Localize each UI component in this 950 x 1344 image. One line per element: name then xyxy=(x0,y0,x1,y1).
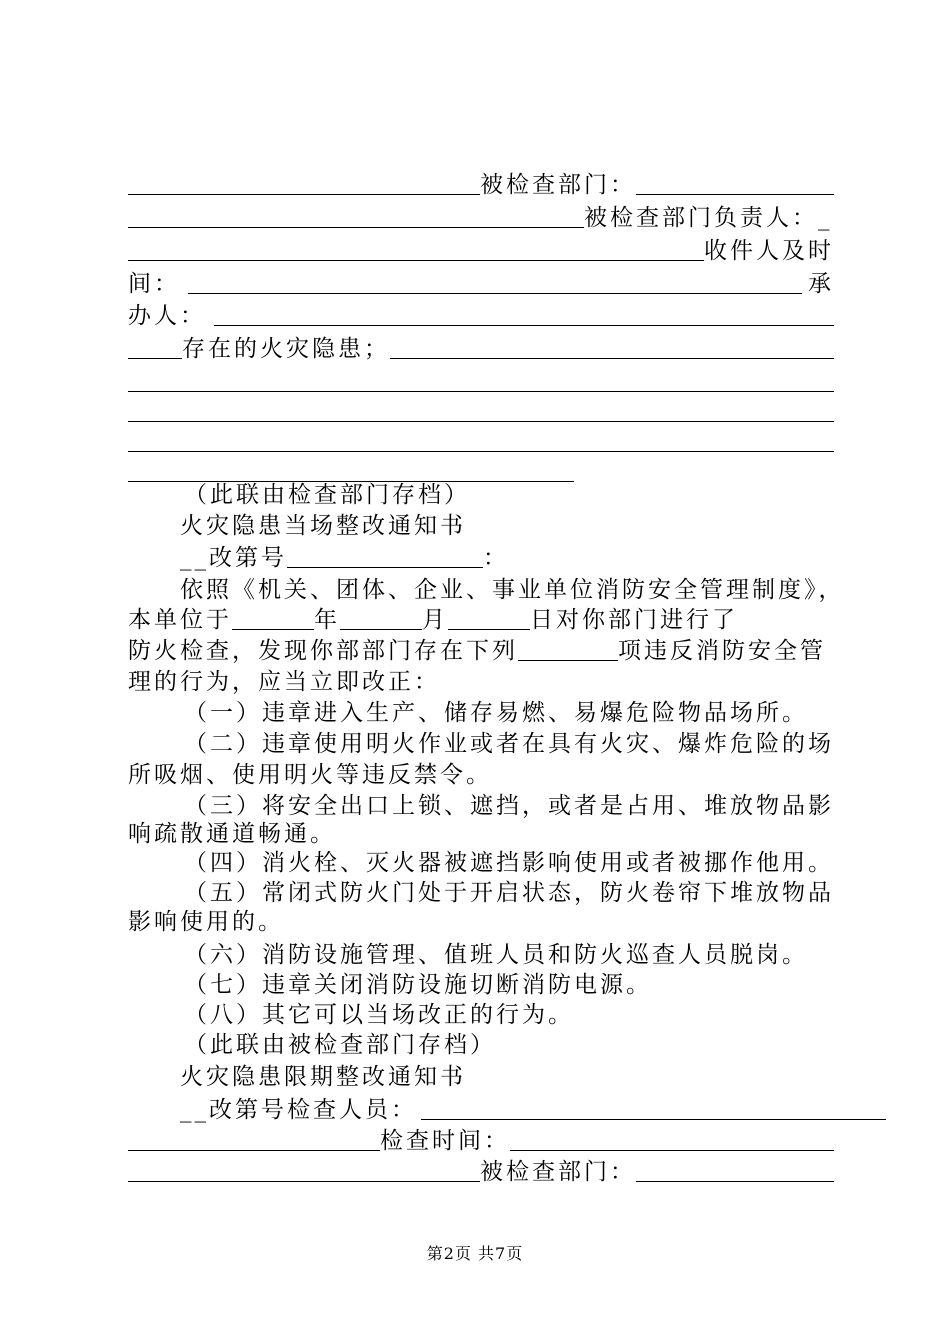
inspected-dept-line-2 xyxy=(128,1155,834,1189)
archive-note-2 xyxy=(128,1028,890,1062)
receiver-label: 收件人及时 xyxy=(704,238,834,264)
blank-line xyxy=(128,395,834,429)
inspected-dept-line xyxy=(128,168,834,202)
inspect-time-label: 检查时间： xyxy=(380,1128,510,1154)
notice1-body-line-2 xyxy=(128,603,834,637)
blank-field xyxy=(128,1181,480,1182)
number-suffix: ： xyxy=(483,545,509,571)
list-item-text: （六）消防设施管理、值班人员和防火巡查人员脱岗。 xyxy=(184,942,808,968)
list-item-text: （八）其它可以当场改正的行为。 xyxy=(184,1002,574,1028)
inspector-line xyxy=(128,1093,886,1127)
archive-note-1 xyxy=(128,478,890,512)
list-item-text: 影响使用的。 xyxy=(128,909,284,935)
list-item-text: （二）违章使用明火作业或者在具有火灾、爆炸危险的场 xyxy=(184,731,834,757)
blank-field xyxy=(232,629,314,630)
blank-field xyxy=(510,1150,834,1151)
blank-field xyxy=(421,1119,886,1120)
list-item-cont xyxy=(128,758,834,792)
notice1-body-line-4 xyxy=(128,665,834,699)
notice1-title-text: 火灾隐患当场整改通知书 xyxy=(180,513,466,539)
body-text: 依照《机关、团体、企业、事业单位消防安全管理制度》， xyxy=(180,577,845,603)
blank-field xyxy=(128,451,834,452)
body-text: 理的行为，应当立即改正： xyxy=(128,669,440,695)
blank-field xyxy=(636,1181,834,1182)
body-text: 年 xyxy=(314,607,340,633)
hazard-line xyxy=(128,332,834,366)
blank-field xyxy=(340,629,422,630)
list-item xyxy=(128,968,890,1002)
notice1-body-line-1 xyxy=(128,573,886,607)
receiver-line xyxy=(128,234,834,268)
list-item xyxy=(128,846,890,880)
inspected-dept-label: 被检查部门： xyxy=(480,172,636,198)
blank-field xyxy=(448,629,530,630)
notice1-title xyxy=(128,509,886,543)
hazard-label: 存在的火灾隐患； xyxy=(182,336,390,362)
number-prefix: __改第号 xyxy=(180,545,287,571)
list-item xyxy=(128,727,890,761)
blank-field xyxy=(636,194,834,195)
time-handler-line xyxy=(128,267,834,301)
blank-field xyxy=(128,227,584,228)
blank-field xyxy=(188,293,802,294)
notice2-title xyxy=(128,1060,886,1094)
body-text: 防火检查，发现你部部门存在下列 xyxy=(128,638,518,664)
blank-field xyxy=(128,421,834,422)
inspect-time-line xyxy=(128,1124,834,1158)
blank-field xyxy=(128,260,704,261)
list-item-text: 响疏散通道畅通。 xyxy=(128,821,336,847)
blank-field xyxy=(214,325,834,326)
inspected-dept-label: 被检查部门： xyxy=(480,1159,636,1185)
blank-field xyxy=(390,358,834,359)
handler-line xyxy=(128,299,834,333)
body-text: 本单位于 xyxy=(128,607,232,633)
list-item-text: （七）违章关闭消防设施切断消防电源。 xyxy=(184,972,652,998)
archive-note-text: （此联由检查部门存档） xyxy=(184,482,470,508)
blank-field xyxy=(518,660,618,661)
list-item-cont xyxy=(128,905,834,939)
body-text: 日对你部门进行了 xyxy=(530,607,738,633)
list-item-text: （三）将安全出口上锁、遮挡，或者是占用、堆放物品影 xyxy=(184,793,834,819)
body-text: 月 xyxy=(422,607,448,633)
handler-label-start: 承 xyxy=(808,271,834,297)
blank-field xyxy=(128,194,480,195)
list-item xyxy=(128,696,890,730)
body-text: 项违反消防安全管 xyxy=(618,638,826,664)
page-footer xyxy=(0,1241,950,1264)
handler-label: 办人： xyxy=(128,303,206,329)
blank-line xyxy=(128,365,834,399)
list-item-text: （四）消火栓、灭火器被遮挡影响使用或者被挪作他用。 xyxy=(184,850,834,876)
dept-head-line xyxy=(128,201,834,235)
dept-head-label: 被检查部门负责人：_ xyxy=(584,205,833,231)
blank-field xyxy=(128,358,182,359)
notice2-title-text: 火灾隐患限期整改通知书 xyxy=(180,1064,466,1090)
list-item-text: （五）常闭式防火门处于开启状态，防火卷帘下堆放物品 xyxy=(184,880,834,906)
blank-field xyxy=(128,1150,380,1151)
list-item xyxy=(128,938,890,972)
blank-line xyxy=(128,425,834,459)
archive-note-text: （此联由被检查部门存档） xyxy=(184,1032,496,1058)
receiver-label-cont: 间： xyxy=(128,271,180,297)
page-number: 第2页 共7页 xyxy=(426,1244,524,1263)
list-item-text: 所吸烟、使用明火等违反禁令。 xyxy=(128,762,492,788)
notice1-body-line-3 xyxy=(128,634,834,668)
list-item xyxy=(128,998,890,1032)
inspector-label: __改第号检查人员： xyxy=(180,1097,417,1123)
blank-field xyxy=(287,567,483,568)
blank-field xyxy=(128,391,834,392)
list-item-text: （一）违章进入生产、储存易燃、易爆危险物品场所。 xyxy=(184,700,808,726)
notice1-number-line xyxy=(128,541,886,575)
